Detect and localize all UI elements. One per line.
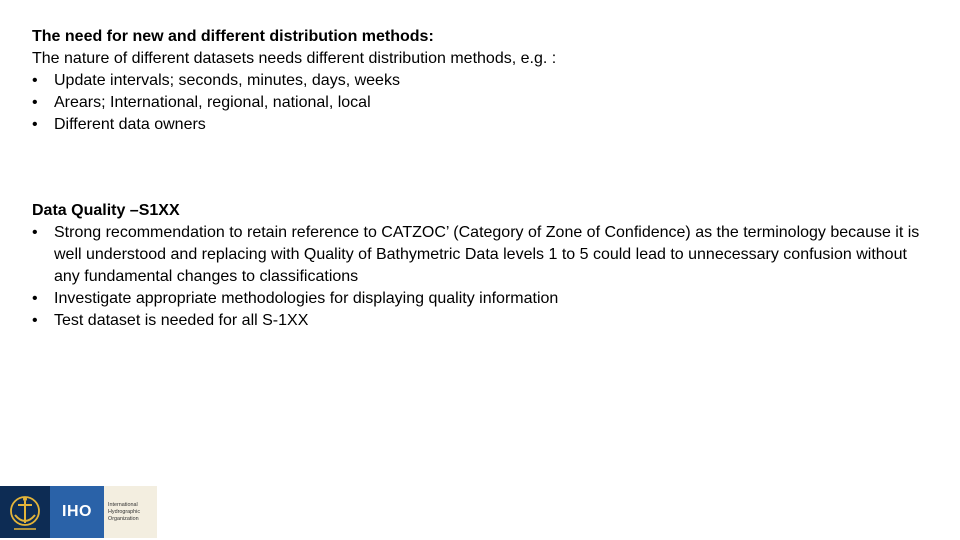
logo-name-line: Organization — [108, 515, 139, 522]
iho-logo — [0, 486, 157, 538]
iho-emblem-icon — [0, 486, 50, 538]
section-intro: The nature of different datasets needs different distribution methods, e.g. : — [32, 50, 557, 67]
bullet-item: • Update intervals; seconds, minutes, days, weeks — [32, 70, 922, 92]
distribution-methods-section — [32, 26, 922, 136]
bullet-list — [32, 222, 922, 332]
logo-name — [104, 486, 157, 538]
bullet-item: • Strong recommendation to retain reference to CATZOC’ (Category of Zone of Confidence) as the terminology because it is well understood and replacing with Quality of Bathymetric Data levels 1 to 5 could lead to unnecessary confusion without any fundamental changes to classifications — [32, 222, 922, 288]
logo-abbreviation: IHO — [50, 486, 104, 538]
logo-name-line: International — [108, 501, 138, 508]
section-heading: The need for new and different distribution methods: — [32, 28, 434, 45]
bullet-item: • Arears; International, regional, national, local — [32, 92, 922, 114]
bullet-list — [32, 70, 922, 136]
data-quality-section — [32, 200, 922, 332]
section-heading: Data Quality –S1XX — [32, 202, 180, 219]
bullet-item: • Different data owners — [32, 114, 922, 136]
bullet-item: • Test dataset is needed for all S-1XX — [32, 310, 922, 332]
logo-name-line: Hydrographic — [108, 508, 141, 515]
bullet-item: • Investigate appropriate methodologies for displaying quality information — [32, 288, 922, 310]
